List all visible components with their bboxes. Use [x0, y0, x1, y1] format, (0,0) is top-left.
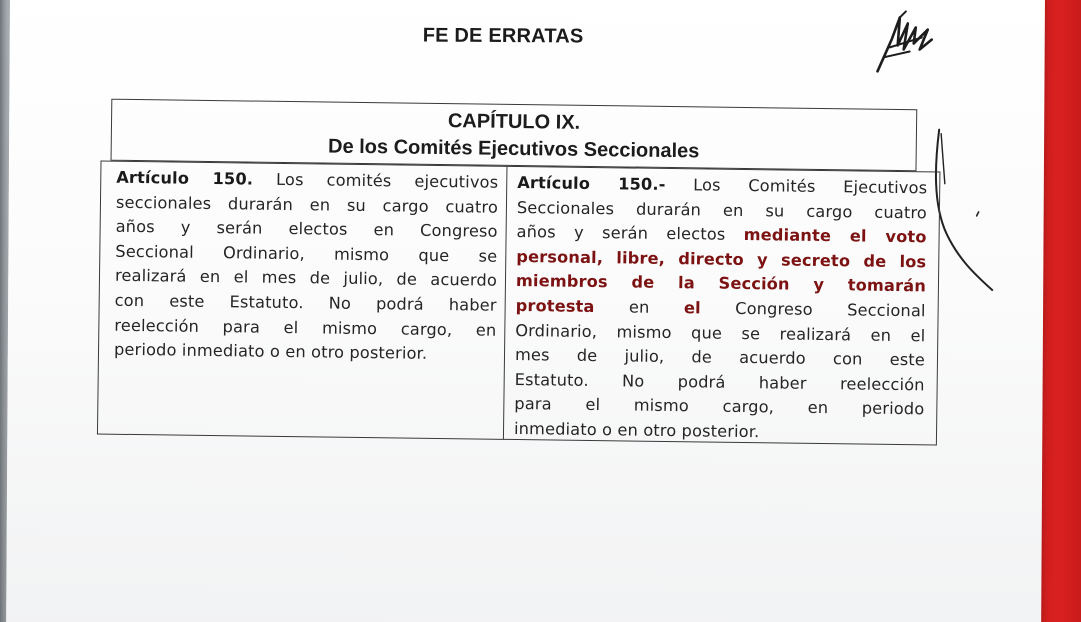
right-line-8: mes de julio, de acuerdo con este	[514, 345, 926, 370]
right-line-3-plain: años y serán electos	[516, 222, 744, 245]
left-line-8: periodo inmediato o en otro posterior.	[113, 339, 428, 364]
signature-scribble	[869, 9, 939, 79]
erratum-table	[97, 99, 941, 450]
chapter-title: CAPÍTULO IX.	[447, 110, 581, 134]
right-line-4-highlight: personal, libre, directo y secreto de los	[516, 246, 927, 272]
left-article-label: Artículo 150.	[116, 167, 254, 189]
right-line-3-highlight: mediante el voto	[743, 225, 927, 247]
right-line-5-highlight: miembros de la Sección y tomarán	[515, 271, 927, 296]
right-line-10: para el mismo cargo, en periodo	[514, 394, 925, 419]
right-line-7: Ordinario, mismo que se realizará en el	[515, 320, 926, 345]
chapter-subtitle: De los Comités Ejecutivos Seccionales	[327, 135, 700, 163]
left-line-7: reelección para el mismo cargo, en	[114, 315, 497, 340]
corrected-text-column	[503, 166, 941, 446]
left-line-1-text: Los comités ejecutivos	[252, 169, 499, 192]
right-line-6-highlight-b: el	[683, 298, 701, 318]
right-line-9: Estatuto. No podrá haber reelección	[514, 369, 925, 395]
right-article-label: Artículo 150.-	[517, 173, 666, 194]
right-line-6-highlight-a: protesta	[515, 295, 595, 317]
paper-sheet	[6, 0, 1045, 622]
right-line-2: Seccionales durarán en su cargo cuatro	[516, 197, 928, 222]
right-line-1-text: Los Comités Ejecutivos	[665, 174, 928, 198]
right-line-6-plain-a: en	[594, 297, 685, 318]
left-line-6: con este Estatuto. No podrá haber	[114, 290, 497, 315]
original-text-column	[97, 161, 507, 440]
document-title: FE DE ERRATAS	[422, 24, 584, 48]
left-line-5: realizará en el mes de julio, de acuerdo	[114, 266, 498, 291]
left-line-2: seccionales durarán en su cargo cuatro	[115, 192, 499, 217]
right-line-6-plain-b: Congreso Seccional	[700, 298, 926, 321]
table-header	[111, 99, 918, 172]
table-body	[97, 161, 941, 446]
left-line-3: años y serán electos en Congreso	[115, 216, 498, 241]
left-line-4: Seccional Ordinario, mismo que se	[115, 241, 498, 266]
right-line-11: inmediato o en otro posterior.	[513, 418, 760, 442]
